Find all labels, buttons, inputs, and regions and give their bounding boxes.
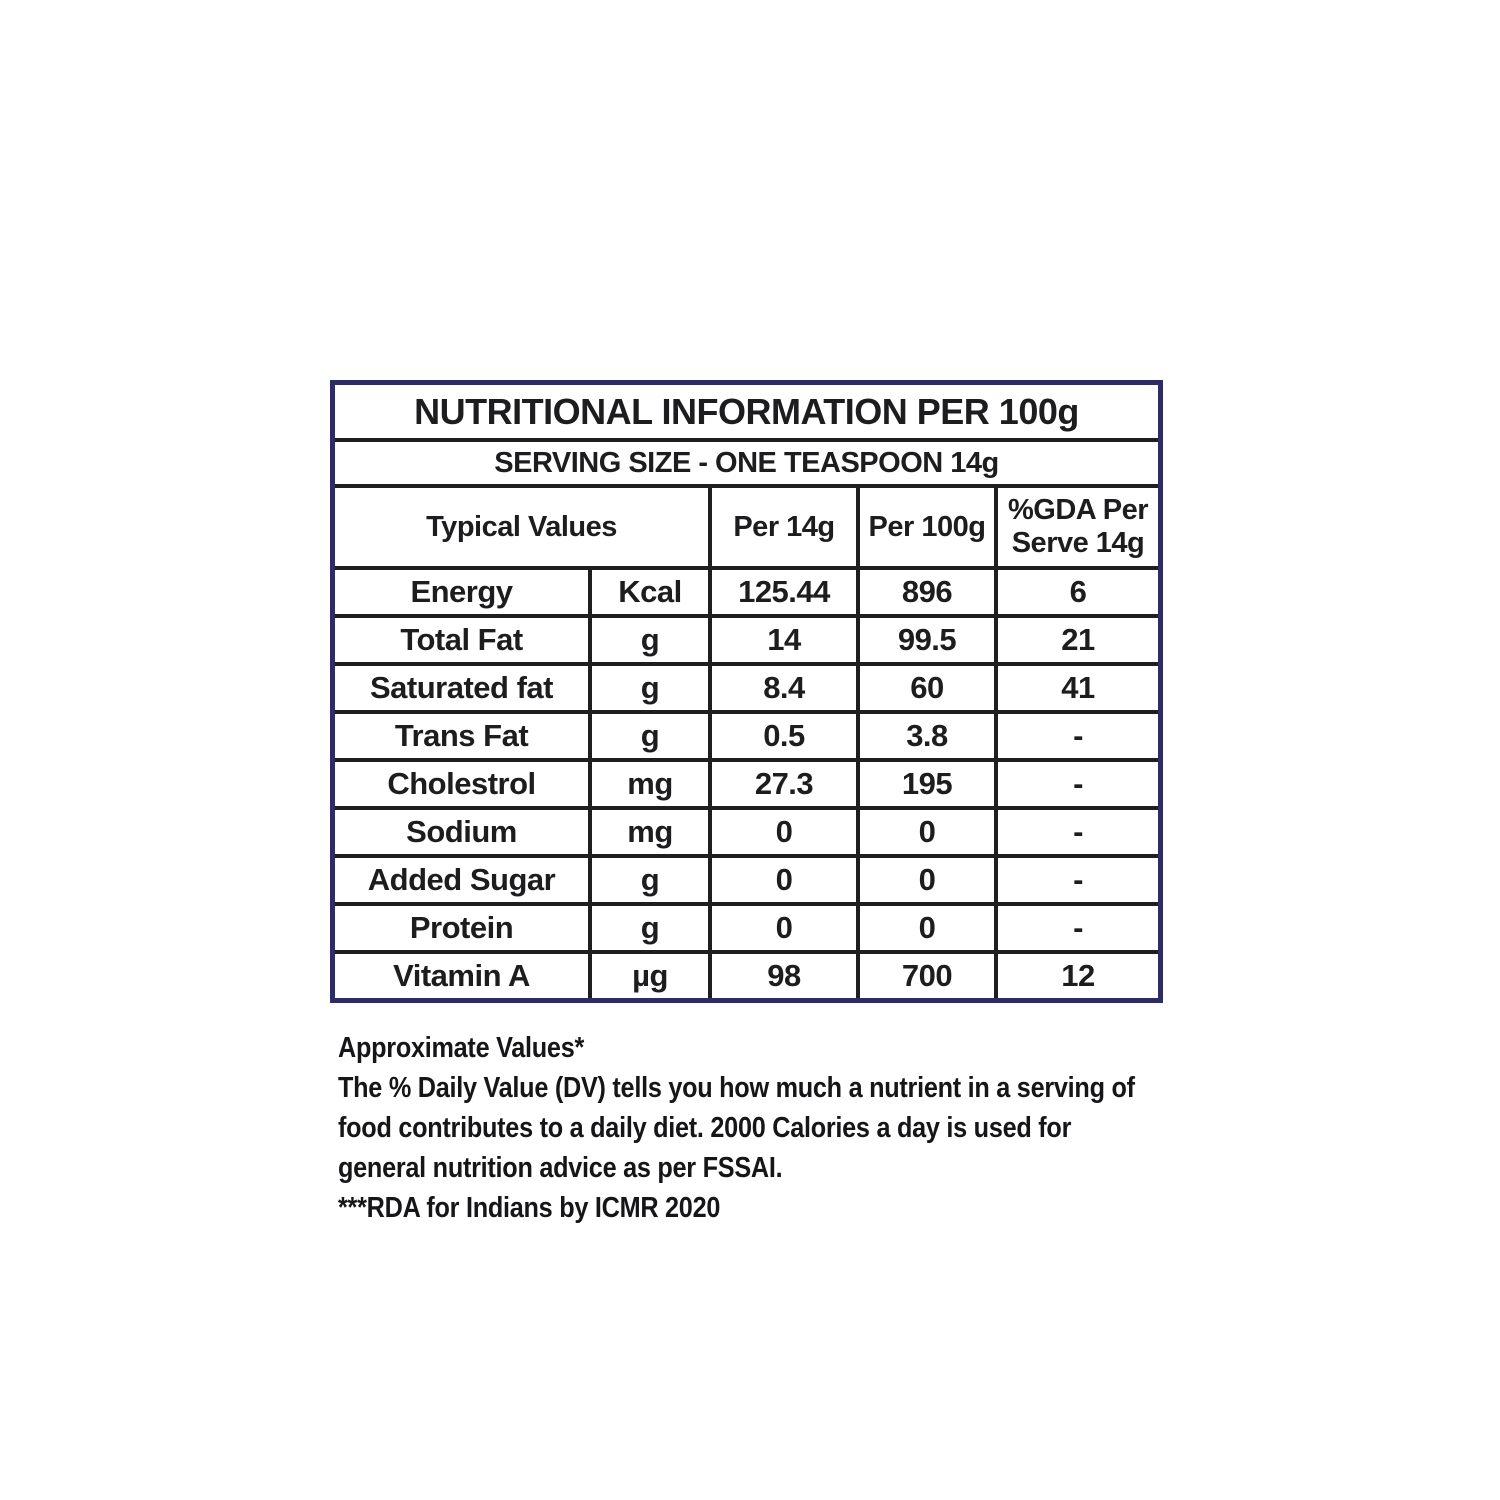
value-per-100g: 3.8 [858, 712, 996, 760]
nutrient-name: Added Sugar [335, 856, 590, 904]
nutrient-name: Sodium [335, 808, 590, 856]
value-per-100g: 0 [858, 808, 996, 856]
value-gda: - [996, 904, 1158, 952]
nutrient-name: Trans Fat [335, 712, 590, 760]
column-header-per-100g: Per 100g [858, 486, 996, 568]
value-gda: 6 [996, 568, 1158, 616]
serving-size: SERVING SIZE - ONE TEASPOON 14g [335, 440, 1158, 486]
value-per-100g: 0 [858, 904, 996, 952]
column-header-gda [996, 486, 1158, 568]
value-gda: - [996, 760, 1158, 808]
value-per-serve: 125.44 [710, 568, 858, 616]
footnote-approximate-values: Approximate Values* [338, 1032, 585, 1064]
nutrient-unit: g [590, 664, 710, 712]
table-row-energy [335, 568, 1158, 616]
footnote-rda: ***RDA for Indians by ICMR 2020 [338, 1192, 721, 1224]
value-gda: 41 [996, 664, 1158, 712]
table-row-saturated-fat [335, 664, 1158, 712]
value-per-100g: 0 [858, 856, 996, 904]
table-row-sodium [335, 808, 1158, 856]
nutrition-table [335, 385, 1158, 998]
table-row-added-sugar [335, 856, 1158, 904]
value-gda: 21 [996, 616, 1158, 664]
nutrient-name: Cholestrol [335, 760, 590, 808]
value-per-serve: 8.4 [710, 664, 858, 712]
value-per-100g: 60 [858, 664, 996, 712]
nutrient-name: Protein [335, 904, 590, 952]
nutrient-unit: g [590, 712, 710, 760]
column-header-typical-values: Typical Values [335, 486, 710, 568]
table-title: NUTRITIONAL INFORMATION PER 100g [335, 385, 1158, 440]
nutrient-name: Energy [335, 568, 590, 616]
nutrient-unit: g [590, 904, 710, 952]
value-gda: - [996, 808, 1158, 856]
nutrient-unit: mg [590, 808, 710, 856]
nutrient-name: Saturated fat [335, 664, 590, 712]
table-row-trans-fat [335, 712, 1158, 760]
value-per-serve: 0 [710, 808, 858, 856]
table-row-total-fat [335, 616, 1158, 664]
footnotes [338, 1028, 1254, 1228]
value-per-100g: 700 [858, 952, 996, 998]
value-per-serve: 14 [710, 616, 858, 664]
value-gda: - [996, 712, 1158, 760]
table-row-vitamin-a [335, 952, 1158, 998]
value-gda: 12 [996, 952, 1158, 998]
table-row-cholestrol [335, 760, 1158, 808]
footnote-dv-line-1: The % Daily Value (DV) tells you how much a nutrient in a serving of [338, 1072, 1135, 1104]
nutrient-unit: Kcal [590, 568, 710, 616]
value-per-serve: 98 [710, 952, 858, 998]
column-header-row [335, 486, 1158, 568]
nutrient-unit: g [590, 616, 710, 664]
value-gda: - [996, 856, 1158, 904]
column-header-gda-label: %GDA Per Serve 14g [1008, 494, 1148, 559]
footnote-dv-line-2: food contributes to a daily diet. 2000 Calories a day is used for [338, 1112, 1072, 1144]
value-per-serve: 0 [710, 904, 858, 952]
nutrient-unit: g [590, 856, 710, 904]
value-per-serve: 0.5 [710, 712, 858, 760]
nutrient-unit: µg [590, 952, 710, 998]
value-per-serve: 0 [710, 856, 858, 904]
column-header-per-serve: Per 14g [710, 486, 858, 568]
table-row-protein [335, 904, 1158, 952]
value-per-100g: 99.5 [858, 616, 996, 664]
nutrient-name: Vitamin A [335, 952, 590, 998]
serving-size-row [335, 440, 1158, 486]
title-row [335, 385, 1158, 440]
value-per-100g: 896 [858, 568, 996, 616]
nutrition-label [330, 380, 1163, 1003]
nutrient-unit: mg [590, 760, 710, 808]
nutrient-name: Total Fat [335, 616, 590, 664]
value-per-serve: 27.3 [710, 760, 858, 808]
value-per-100g: 195 [858, 760, 996, 808]
footnote-dv-line-3: general nutrition advice as per FSSAI. [338, 1152, 783, 1184]
